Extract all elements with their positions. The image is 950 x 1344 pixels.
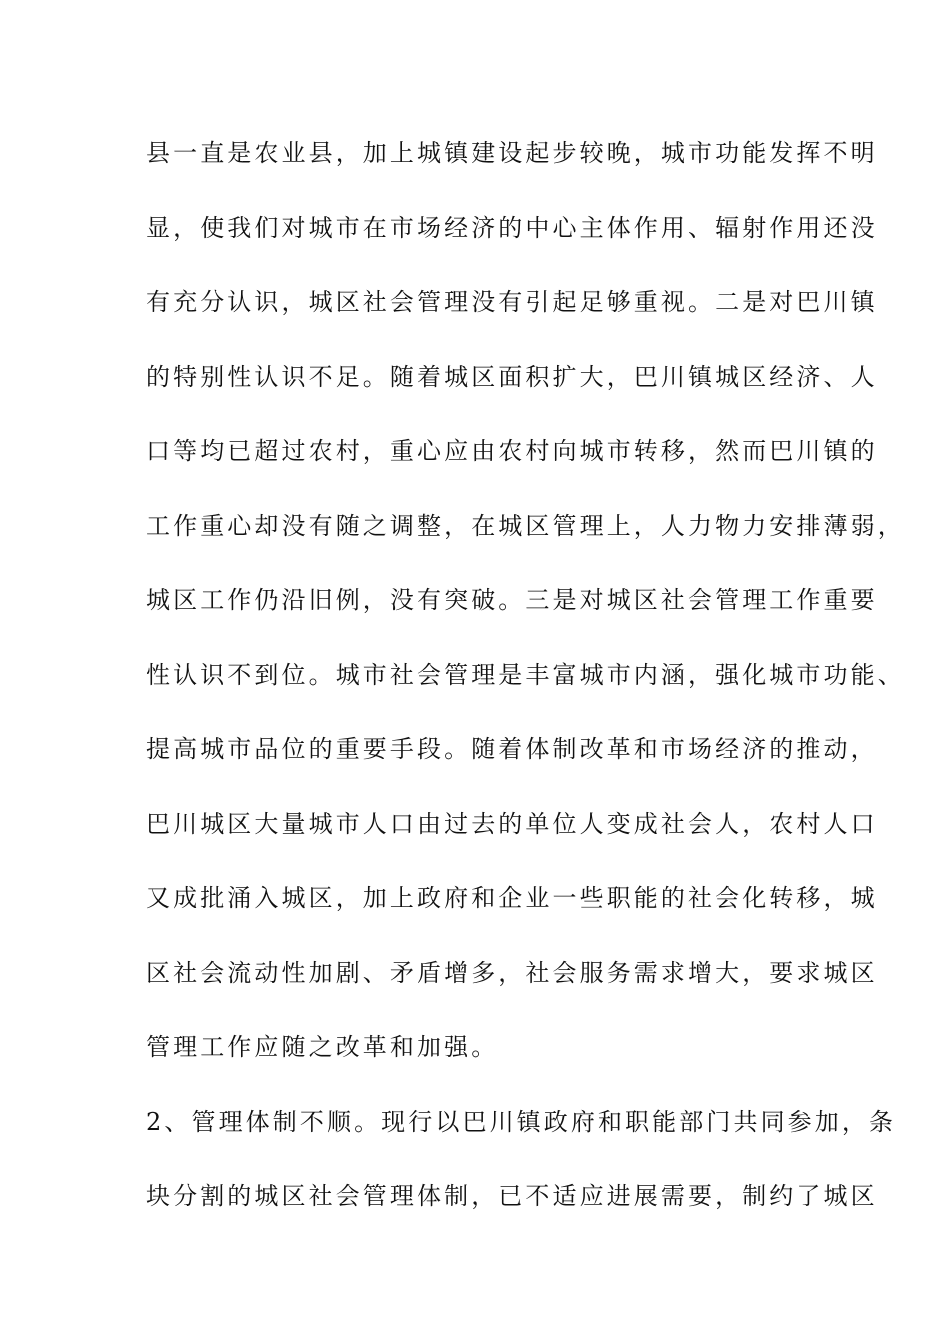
text-line: 有充分认识，城区社会管理没有引起足够重视。二是对巴川镇 xyxy=(146,288,878,316)
text-line: 的特别性认识不足。随着城区面积扩大，巴川镇城区经济、人 xyxy=(146,362,878,391)
text-line: 管理工作应随之改革和加强。 xyxy=(146,1033,499,1061)
text-line: 巴川城区大量城市人口由过去的单位人变成社会人，农村人口 xyxy=(146,809,878,838)
section-heading-line: 2、管理体制不顺。现行以巴川镇政府和职能部门共同参加，条 xyxy=(146,1107,897,1136)
text-line: 工作重心却没有随之调整，在城区管理上，人力物力安排薄弱， xyxy=(146,511,905,540)
text-line: 显，使我们对城市在市场经济的中心主体作用、辐射作用还没 xyxy=(146,213,878,242)
body-text xyxy=(146,132,905,1250)
text-line: 口等均已超过农村，重心应由农村向城市转移，然而巴川镇的 xyxy=(146,437,878,465)
text-line: 块分割的城区社会管理体制，已不适应进展需要，制约了城区 xyxy=(146,1182,878,1210)
text-line: 又成批涌入城区，加上政府和企业一些职能的社会化转移，城 xyxy=(146,884,878,912)
text-line: 提高城市品位的重要手段。随着体制改革和市场经济的推动， xyxy=(146,735,878,763)
text-line: 区社会流动性加剧、矛盾增多，社会服务需求增大，要求城区 xyxy=(146,958,878,987)
text-line: 城区工作仍沿旧例，没有突破。三是对城区社会管理工作重要 xyxy=(146,586,878,614)
text-line: 县一直是农业县，加上城镇建设起步较晚，城市功能发挥不明 xyxy=(146,139,878,167)
text-line: 性认识不到位。城市社会管理是丰富城市内涵，强化城市功能、 xyxy=(146,660,905,689)
